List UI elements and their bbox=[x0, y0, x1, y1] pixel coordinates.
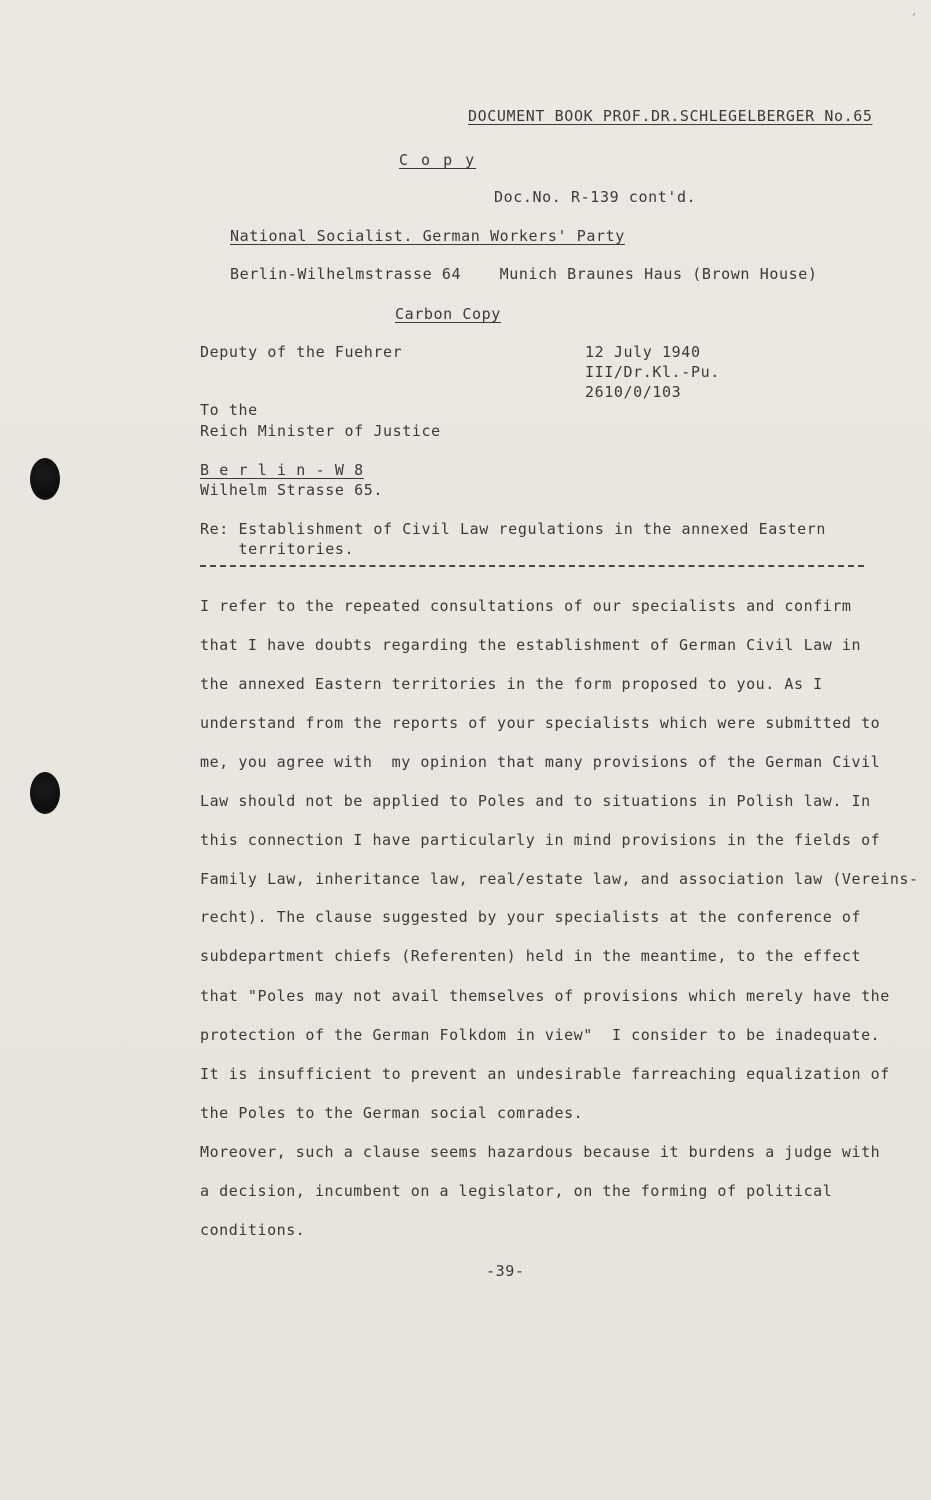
party-letterhead: National Socialist. German Workers' Party bbox=[230, 227, 625, 245]
separator-rule bbox=[200, 565, 864, 567]
reference-line-1: III/Dr.Kl.-Pu. bbox=[585, 363, 720, 381]
body-line: that "Poles may not avail themselves of provisions which merely have the bbox=[200, 987, 890, 1005]
subject-line-1: Re: Establishment of Civil Law regulations in the annexed Eastern bbox=[200, 520, 826, 538]
punch-hole-upper bbox=[30, 458, 60, 500]
body-line: recht). The clause suggested by your specialists at the conference of bbox=[200, 908, 862, 926]
body-line: Moreover, such a clause seems hazardous because it burdens a judge with bbox=[200, 1143, 881, 1161]
body-line: Law should not be applied to Poles and to situations in Polish law. In bbox=[200, 792, 871, 810]
document-number: Doc.No. R-139 cont'd. bbox=[494, 188, 697, 206]
corner-mark: ´ bbox=[909, 12, 917, 26]
recipient-street: Wilhelm Strasse 65. bbox=[200, 481, 383, 499]
body-line: a decision, incumbent on a legislator, on the forming of political bbox=[200, 1182, 833, 1200]
body-line: this connection I have particularly in mind provisions in the fields of bbox=[200, 831, 881, 849]
recipient-line-1: To the bbox=[200, 401, 258, 419]
recipient-line-2: Reich Minister of Justice bbox=[200, 422, 441, 440]
body-line: understand from the reports of your specialists which were submitted to bbox=[200, 714, 881, 732]
body-line: Family Law, inheritance law, real/estate law, and association law (Vereins- bbox=[200, 870, 919, 888]
body-line: the Poles to the German social comrades. bbox=[200, 1104, 584, 1122]
body-line: I refer to the repeated consultations of our specialists and confirm bbox=[200, 597, 852, 615]
carbon-copy-label: Carbon Copy bbox=[395, 305, 501, 323]
letter-date: 12 July 1940 bbox=[585, 343, 701, 361]
recipient-city: B e r l i n - W 8 bbox=[200, 461, 364, 479]
body-line: that I have doubts regarding the establishment of German Civil Law in bbox=[200, 636, 862, 654]
body-line: protection of the German Folkdom in view" I consider to be inadequate. bbox=[200, 1026, 881, 1044]
reference-line-2: 2610/0/103 bbox=[585, 383, 682, 401]
body-line: conditions. bbox=[200, 1221, 306, 1239]
copy-label: C o p y bbox=[399, 151, 477, 169]
body-line: me, you agree with my opinion that many provisions of the German Civil bbox=[200, 753, 881, 771]
sender: Deputy of the Fuehrer bbox=[200, 343, 403, 361]
subject-line-2: territories. bbox=[200, 540, 355, 558]
body-line: It is insufficient to prevent an undesirable farreaching equalization of bbox=[200, 1065, 890, 1083]
body-line: the annexed Eastern territories in the form proposed to you. As I bbox=[200, 675, 823, 693]
letterhead-addresses: Berlin-Wilhelmstrasse 64 Munich Braunes Haus (Brown House) bbox=[230, 265, 818, 283]
document-book-header: DOCUMENT BOOK PROF.DR.SCHLEGELBERGER No.65 bbox=[468, 107, 873, 125]
punch-hole-lower bbox=[30, 772, 60, 814]
body-line: subdepartment chiefs (Referenten) held in the meantime, to the effect bbox=[200, 947, 862, 965]
page-number: -39- bbox=[486, 1262, 525, 1280]
